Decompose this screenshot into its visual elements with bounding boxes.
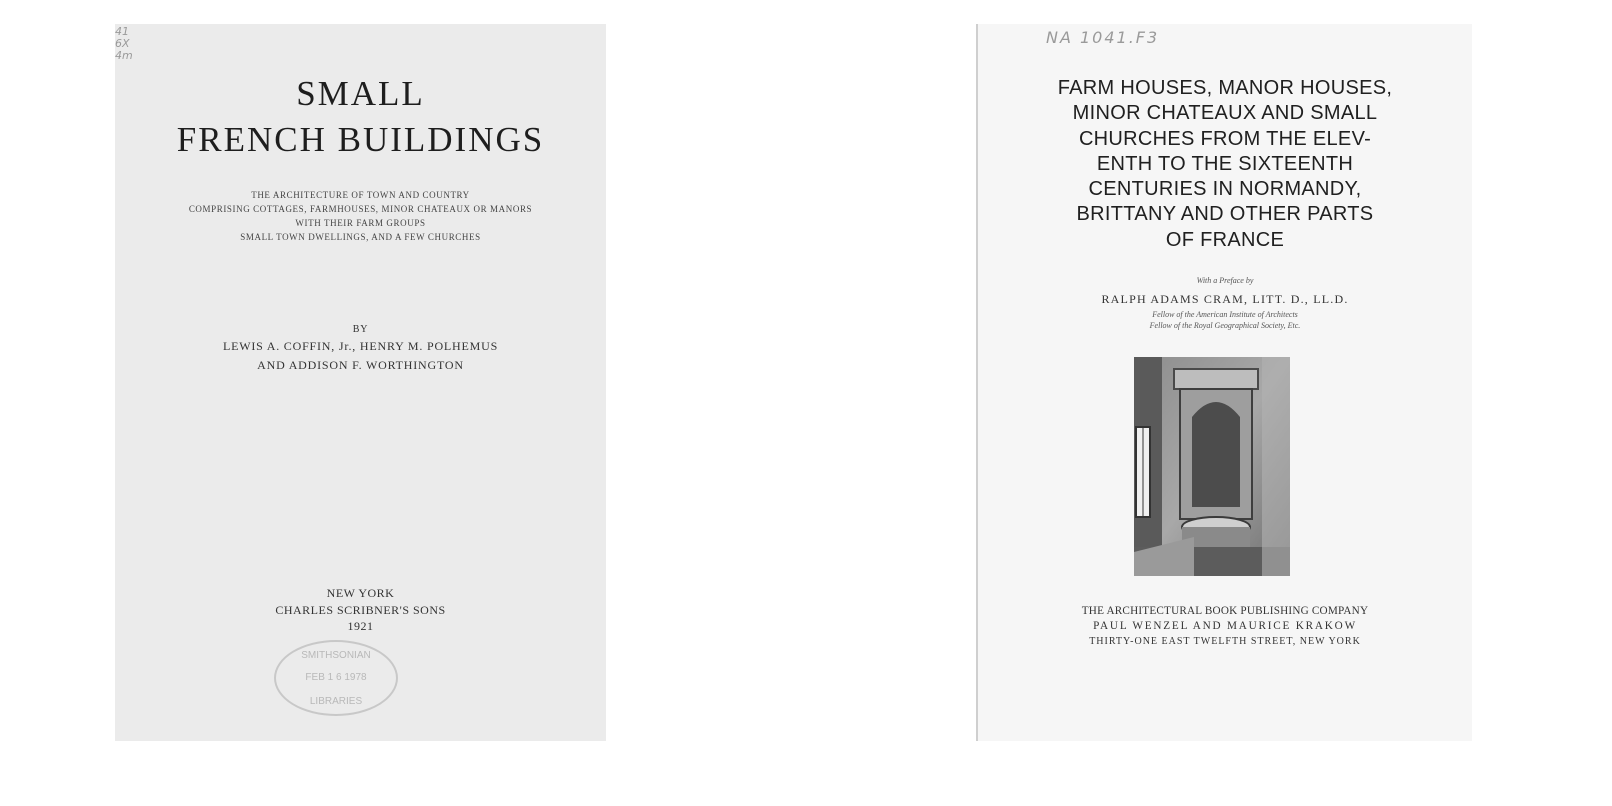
stamp-line: SMITHSONIAN [301,650,371,661]
publisher-city: NEW YORK [326,586,395,600]
author-line: AND ADDISON F. WORTHINGTON [257,358,464,372]
publisher-block-right [978,604,1472,649]
left-title-page [115,24,606,741]
title-line: CENTURIES IN NORMANDY, [1088,178,1362,201]
preface-label: With a Preface by [1196,276,1254,285]
publisher-block [115,585,606,635]
library-stamp [274,640,398,716]
publisher-company: THE ARCHITECTURAL BOOK PUBLISHING COMPANY [1081,605,1369,617]
call-number: NA 1041.F3 [1046,28,1160,47]
preface-author: RALPH ADAMS CRAM, LITT. D., LL.D. [1101,292,1349,306]
authors [115,337,606,375]
right-title-page [976,24,1472,741]
preface-credentials [978,309,1472,331]
publisher-address: THIRTY-ONE EAST TWELFTH STREET, NEW YORK [1089,636,1361,647]
margin-note [115,26,133,62]
publication-year: 1921 [347,619,374,633]
photo-illustration [1134,357,1290,576]
stamp-line: LIBRARIES [309,696,363,707]
title-line: ENTH TO THE SIXTEENTH [1096,152,1354,175]
title-line: MINOR CHATEAUX AND SMALL [1072,102,1378,125]
credential-line: Fellow of the American Institute of Architects [1152,310,1298,319]
margin-note-line: 6X [115,37,130,50]
book-subtitle [115,188,606,244]
author-line: LEWIS A. COFFIN, Jr., HENRY M. POLHEMUS [222,339,499,353]
title-line: OF FRANCE [1165,228,1285,251]
book-title-line-2: FRENCH BUILDINGS [176,120,545,159]
subtitle-line: COMPRISING COTTAGES, FARMHOUSES, MINOR CHATEAUX OR MANORS [188,204,533,214]
subtitle-line: SMALL TOWN DWELLINGS, AND A FEW CHURCHES [240,232,481,242]
title-line: CHURCHES FROM THE ELEV- [1078,127,1372,150]
publisher-owners: PAUL WENZEL AND MAURICE KRAKOW [1093,620,1357,632]
book-title-line-1: SMALL [296,74,425,113]
by-label: BY [352,324,369,335]
subtitle-line: WITH THEIR FARM GROUPS [295,218,426,228]
title-line: BRITTANY AND OTHER PARTS [1076,203,1374,226]
publisher-name: CHARLES SCRIBNER'S SONS [275,602,446,617]
frontispiece-photo [1134,357,1290,576]
margin-note-line: 4m [115,49,133,62]
subtitle-line: THE ARCHITECTURE OF TOWN AND COUNTRY [251,190,470,200]
descriptive-title [978,76,1472,253]
margin-note-line: 41 [115,25,129,38]
title-line: FARM HOUSES, MANOR HOUSES, [1057,77,1393,99]
credential-line: Fellow of the Royal Geographical Society, Etc. [1149,321,1301,330]
stamp-line: FEB 1 6 1978 [305,672,367,683]
